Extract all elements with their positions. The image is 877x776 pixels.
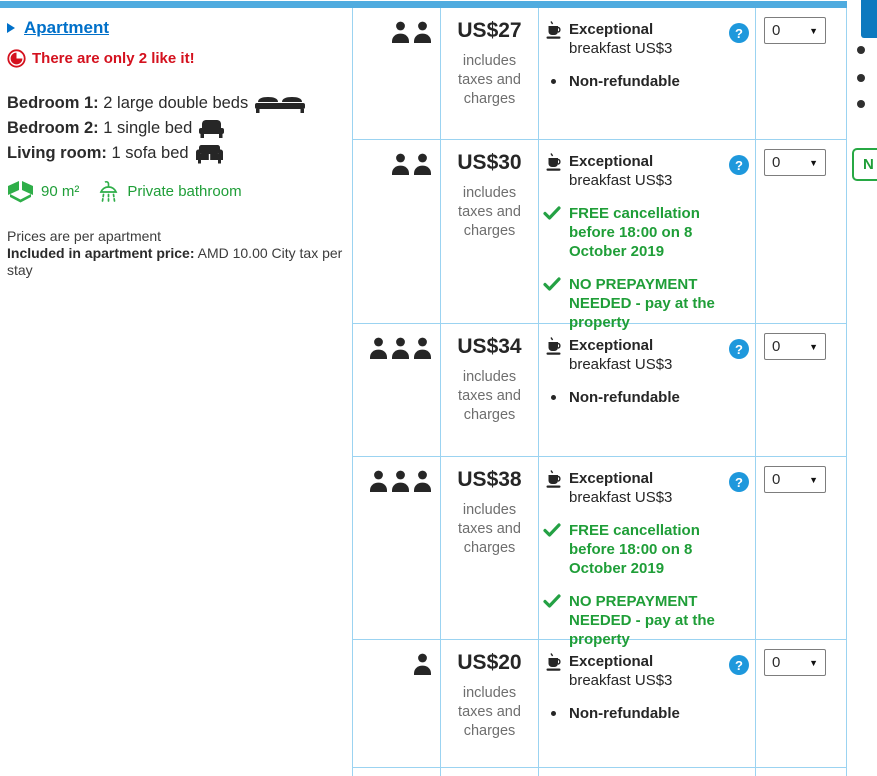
conditions-cell: [539, 8, 756, 139]
conditions-cell: [539, 140, 756, 331]
rate-row: [353, 640, 846, 768]
quantity-select[interactable]: [764, 17, 826, 44]
dropdown-arrow-icon: ▼: [809, 157, 818, 168]
bullet-marker: [551, 711, 556, 716]
bed-line-text: Bedroom 2: 1 single bed: [7, 119, 193, 137]
person-icon: [412, 653, 433, 676]
price-note: includes taxes and charges: [458, 502, 521, 556]
condition-item: Non-refundable: [547, 388, 747, 407]
dropdown-arrow-icon: ▼: [809, 474, 818, 485]
person-icon: [412, 337, 433, 360]
select-cell: [756, 640, 846, 767]
quantity-select[interactable]: [764, 149, 826, 176]
breakfast-line: Exceptional breakfast US$3: [547, 336, 747, 374]
room-features: [7, 180, 346, 203]
person-icon: [390, 21, 411, 44]
check-icon: [543, 594, 561, 608]
double-beds-icon: [254, 93, 306, 114]
price-note: includes taxes and charges: [458, 53, 521, 107]
select-cell: [756, 324, 846, 456]
included-in-price-note: Included in apartment price: AMD 10.00 City tax per stay: [7, 245, 343, 278]
room-info-panel: [0, 12, 352, 279]
select-cell: [756, 457, 846, 639]
help-question-icon[interactable]: ?: [729, 155, 749, 175]
condition-item: NO PREPAYMENT NEEDED - pay at the property: [547, 592, 747, 649]
dropdown-arrow-icon: ▼: [809, 657, 818, 668]
coffee-cup-icon: [545, 652, 564, 672]
quantity-value: 0: [772, 338, 781, 355]
price-cell: [441, 457, 539, 639]
table-header-divider: [0, 1, 847, 8]
price-amount: US$30: [457, 151, 522, 174]
bed-line-text: Bedroom 1: 2 large double beds: [7, 94, 249, 112]
conditions-cell: [539, 457, 756, 648]
occupancy-cell: [353, 8, 441, 139]
rate-table: [352, 8, 847, 776]
help-question-icon[interactable]: ?: [729, 23, 749, 43]
price-note: includes taxes and charges: [458, 185, 521, 239]
bed-line: [7, 116, 346, 141]
feature-label: Private bathroom: [127, 183, 242, 200]
rate-row-partial: [353, 768, 846, 776]
quantity-value: 0: [772, 471, 781, 488]
select-cell: [756, 140, 846, 323]
bed-line: [7, 141, 346, 166]
dropdown-arrow-icon: ▼: [809, 25, 818, 36]
quantity-value: 0: [772, 654, 781, 671]
person-icon: [412, 153, 433, 176]
price-amount: US$38: [457, 468, 522, 491]
condition-item: Non-refundable: [547, 704, 747, 723]
person-icon: [368, 337, 389, 360]
price-cell: [441, 8, 539, 139]
quantity-select[interactable]: [764, 649, 826, 676]
prices-per-apartment-note: Prices are per apartment: [7, 228, 162, 244]
check-icon: [543, 523, 561, 537]
sofa-bed-icon: [195, 143, 224, 164]
person-icon: [412, 21, 433, 44]
check-icon: [543, 206, 561, 220]
bullet-marker: [551, 395, 556, 400]
check-icon: [543, 277, 561, 291]
help-question-icon[interactable]: ?: [729, 339, 749, 359]
room-type-link[interactable]: Apartment: [24, 18, 110, 37]
bed-line-text: Living room: 1 sofa bed: [7, 144, 189, 162]
price-amount: US$34: [457, 335, 522, 358]
occupancy-cell: [353, 140, 441, 323]
pricing-notes: [7, 228, 351, 279]
bullet-marker: [551, 79, 556, 84]
bed-line: [7, 91, 346, 116]
rail-bullet: [857, 100, 865, 108]
person-icon: [390, 153, 411, 176]
condition-item: NO PREPAYMENT NEEDED - pay at the property: [547, 275, 747, 332]
occupancy-cell: [353, 640, 441, 767]
expand-triangle-icon: [7, 23, 15, 33]
coffee-cup-icon: [545, 152, 564, 172]
rail-bullet: [857, 46, 865, 54]
conditions-cell: [539, 324, 756, 456]
coffee-cup-icon: [545, 20, 564, 40]
single-bed-icon: [198, 118, 225, 139]
breakfast-line: Exceptional breakfast US$3: [547, 652, 747, 690]
area-icon: [7, 180, 34, 203]
condition-item: FREE cancellation before 18:00 on 8 October 2019: [547, 521, 747, 578]
breakfast-line: Exceptional breakfast US$3: [547, 152, 747, 190]
rail-bullet: [857, 74, 865, 82]
price-cell: [441, 140, 539, 323]
urgency-text: There are only 2 like it!: [32, 50, 195, 67]
coffee-cup-icon: [545, 469, 564, 489]
dropdown-arrow-icon: ▼: [809, 341, 818, 352]
person-icon: [368, 470, 389, 493]
quantity-select[interactable]: [764, 466, 826, 493]
feature-label: 90 m²: [41, 183, 80, 200]
condition-item: FREE cancellation before 18:00 on 8 October 2019: [547, 204, 747, 261]
select-cell: [756, 8, 846, 139]
occupancy-cell: [353, 324, 441, 456]
coffee-cup-icon: [545, 336, 564, 356]
rate-row: [353, 8, 846, 140]
person-icon: [390, 337, 411, 360]
room-title-row: [7, 18, 346, 38]
green-badge-partial: N: [852, 148, 877, 181]
person-icon: [390, 470, 411, 493]
rate-row: [353, 324, 846, 457]
price-cell: [441, 324, 539, 456]
conditions-cell: [539, 640, 756, 767]
bed-configuration: [7, 91, 346, 166]
price-amount: US$20: [457, 651, 522, 674]
quantity-select[interactable]: [764, 333, 826, 360]
person-icon: [412, 470, 433, 493]
shower-icon: [97, 180, 120, 203]
help-question-icon[interactable]: ?: [729, 655, 749, 675]
condition-item: Non-refundable: [547, 72, 747, 91]
limited-availability-clock-icon: [7, 49, 26, 68]
rate-row: [353, 140, 846, 331]
price-cell: [441, 640, 539, 767]
price-note: includes taxes and charges: [458, 369, 521, 423]
occupancy-cell: [353, 457, 441, 639]
quantity-value: 0: [772, 154, 781, 171]
rate-row: [353, 457, 846, 648]
help-question-icon[interactable]: ?: [729, 472, 749, 492]
price-note: includes taxes and charges: [458, 685, 521, 739]
quantity-value: 0: [772, 22, 781, 39]
breakfast-line: Exceptional breakfast US$3: [547, 20, 747, 58]
breakfast-line: Exceptional breakfast US$3: [547, 469, 747, 507]
urgency-row: [7, 49, 346, 68]
reserve-button-partial[interactable]: [861, 0, 877, 38]
price-amount: US$27: [457, 19, 522, 42]
